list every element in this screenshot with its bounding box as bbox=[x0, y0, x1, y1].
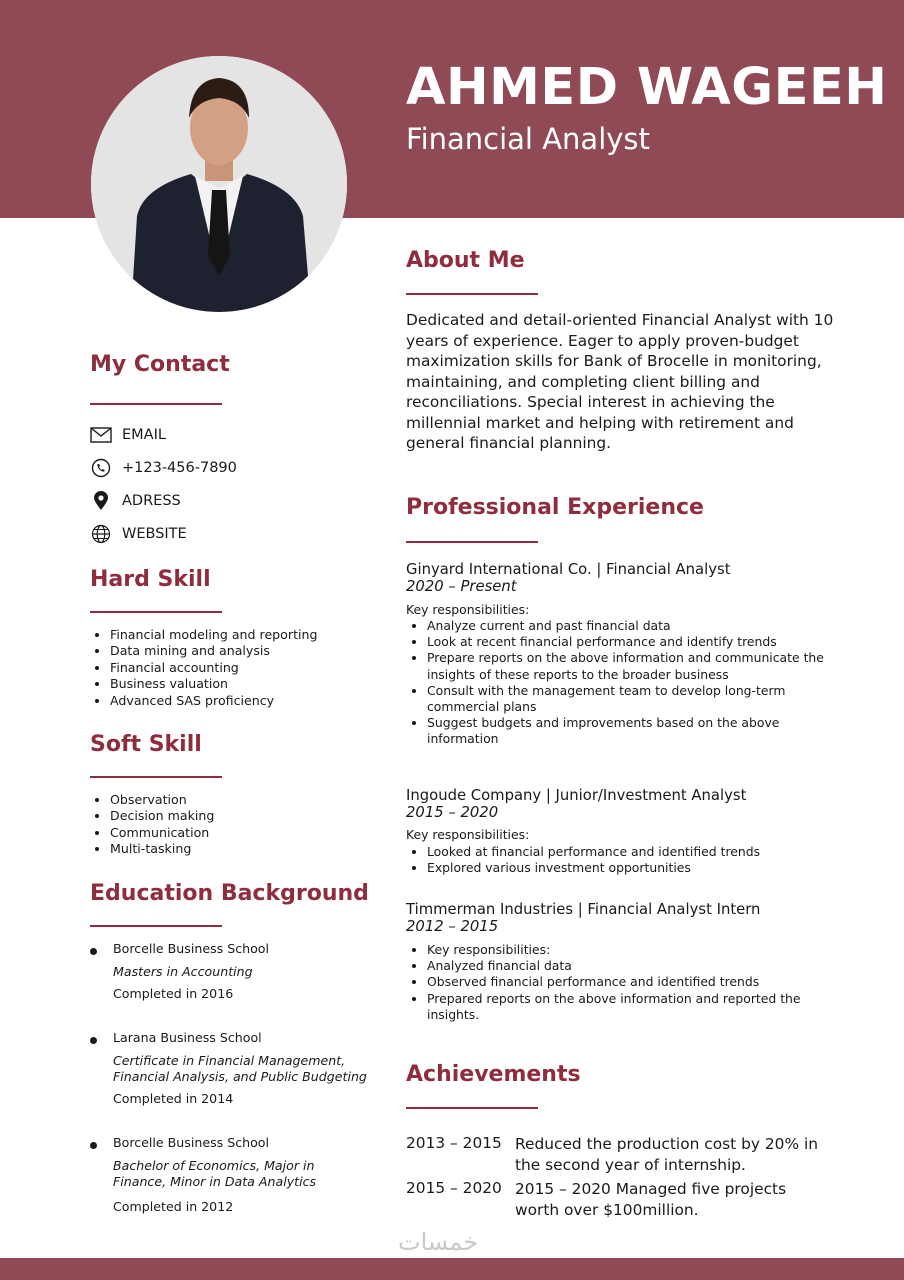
job-years: 2020 – Present bbox=[406, 578, 517, 595]
contact-website[interactable] bbox=[90, 523, 187, 545]
contact-phone-label: +123-456-7890 bbox=[122, 460, 237, 476]
achievements-divider bbox=[406, 1107, 538, 1109]
soft-skill-divider bbox=[90, 776, 222, 778]
soft-skill-list bbox=[90, 792, 214, 858]
achievement-years: 2013 – 2015 bbox=[406, 1134, 502, 1152]
envelope-icon bbox=[90, 424, 112, 446]
responsibilities-label: Key responsibilities: bbox=[406, 827, 530, 842]
responsibilities-label: Key responsibilities: bbox=[406, 602, 530, 617]
globe-icon bbox=[90, 523, 112, 545]
about-heading: About Me bbox=[406, 248, 525, 273]
list-item: • Prepare reports on the above information and communicate the insights of these reports to the broader business bbox=[427, 650, 847, 682]
contact-email[interactable] bbox=[90, 424, 166, 446]
achievements-heading: Achievements bbox=[406, 1062, 581, 1087]
list-item: • Suggest budgets and improvements based on the above information bbox=[427, 715, 847, 747]
list-item: • Multi-tasking bbox=[110, 841, 214, 857]
education-entry bbox=[90, 941, 370, 1011]
completed-year: Completed in 2016 bbox=[113, 986, 234, 1001]
achievement-years: 2015 – 2020 bbox=[406, 1179, 502, 1197]
job-title: Timmerman Industries | Financial Analyst Intern bbox=[406, 901, 761, 918]
school-name: Borcelle Business School bbox=[113, 941, 270, 956]
education-entry bbox=[90, 1135, 370, 1215]
footer-banner bbox=[0, 1258, 904, 1280]
hard-skill-heading: Hard Skill bbox=[90, 567, 211, 592]
phone-icon bbox=[90, 457, 112, 479]
list-item: • Observed financial performance and identified trends bbox=[427, 974, 847, 990]
bullet-dot bbox=[90, 948, 97, 955]
job-title: Ginyard International Co. | Financial Analyst bbox=[406, 561, 731, 578]
job-years: 2012 – 2015 bbox=[406, 918, 499, 935]
list-item: • Advanced SAS proficiency bbox=[110, 693, 317, 709]
about-divider bbox=[406, 293, 538, 295]
list-item: • Looked at financial performance and identified trends bbox=[427, 844, 847, 860]
contact-address-label: ADRESS bbox=[122, 493, 181, 509]
completed-year: Completed in 2012 bbox=[113, 1199, 234, 1214]
experience-heading: Professional Experience bbox=[406, 495, 704, 520]
about-text: Dedicated and detail-oriented Financial Analyst with 10 years of experience. Eager to apply proven-budget maximization skills for Bank of Brocelle in monitoring, maintaining, and completing client billing and reconciliations. Special interest in achieving the millennial market and helping with retirement and general financial planning. bbox=[406, 311, 834, 452]
achievement-text: 2015 – 2020 Managed five projects worth over $100million. bbox=[515, 1180, 787, 1219]
responsibility-list bbox=[406, 618, 847, 748]
location-pin-icon bbox=[90, 490, 112, 512]
education-divider bbox=[90, 925, 222, 927]
list-item: • Consult with the management team to develop long-term commercial plans bbox=[427, 683, 847, 715]
watermark-logo: خمسات bbox=[398, 1228, 479, 1256]
list-item: • Communication bbox=[110, 825, 214, 841]
soft-skill-heading: Soft Skill bbox=[90, 732, 202, 757]
education-heading: Education Background bbox=[90, 881, 369, 906]
responsibility-list bbox=[406, 844, 847, 876]
completed-year: Completed in 2014 bbox=[113, 1091, 234, 1106]
degree: Masters in Accounting bbox=[113, 964, 253, 979]
contact-heading: My Contact bbox=[90, 352, 230, 377]
degree: Bachelor of Economics, Major in Finance, Minor in Data Analytics bbox=[113, 1158, 317, 1189]
job-title: Ingoude Company | Junior/Investment Analyst bbox=[406, 787, 747, 804]
list-item: • Decision making bbox=[110, 808, 214, 824]
job-years: 2015 – 2020 bbox=[406, 804, 499, 821]
list-item: • Analyzed financial data bbox=[427, 958, 847, 974]
responsibility-list bbox=[406, 942, 847, 1023]
contact-email-label: EMAIL bbox=[122, 427, 166, 443]
candidate-name: AHMED WAGEEH bbox=[406, 58, 888, 117]
list-item: • Financial modeling and reporting bbox=[110, 627, 317, 643]
school-name: Borcelle Business School bbox=[113, 1135, 270, 1150]
contact-address[interactable] bbox=[90, 490, 181, 512]
list-item: • Key responsibilities: bbox=[427, 942, 847, 958]
experience-divider bbox=[406, 541, 538, 543]
list-item: • Look at recent financial performance and identify trends bbox=[427, 634, 847, 650]
list-item: • Explored various investment opportunities bbox=[427, 860, 847, 876]
contact-divider bbox=[90, 403, 222, 405]
achievement-text: Reduced the production cost by 20% in the second year of internship. bbox=[515, 1135, 818, 1174]
candidate-title: Financial Analyst bbox=[406, 122, 650, 156]
list-item: • Business valuation bbox=[110, 676, 317, 692]
list-item: • Prepared reports on the above information and reported the insights. bbox=[427, 991, 847, 1023]
contact-phone[interactable] bbox=[90, 457, 237, 479]
list-item: • Analyze current and past financial data bbox=[427, 618, 847, 634]
profile-photo bbox=[91, 56, 347, 312]
bullet-dot bbox=[90, 1142, 97, 1149]
list-item: • Observation bbox=[110, 792, 214, 808]
hard-skill-divider bbox=[90, 611, 222, 613]
bullet-dot bbox=[90, 1037, 97, 1044]
list-item: • Financial accounting bbox=[110, 660, 317, 676]
contact-website-label: WEBSITE bbox=[122, 526, 187, 542]
education-entry bbox=[90, 1030, 370, 1110]
school-name: Larana Business School bbox=[113, 1030, 262, 1045]
list-item: • Data mining and analysis bbox=[110, 643, 317, 659]
hard-skill-list bbox=[90, 627, 317, 709]
degree: Certificate in Financial Management, Financial Analysis, and Public Budgeting bbox=[113, 1053, 367, 1084]
